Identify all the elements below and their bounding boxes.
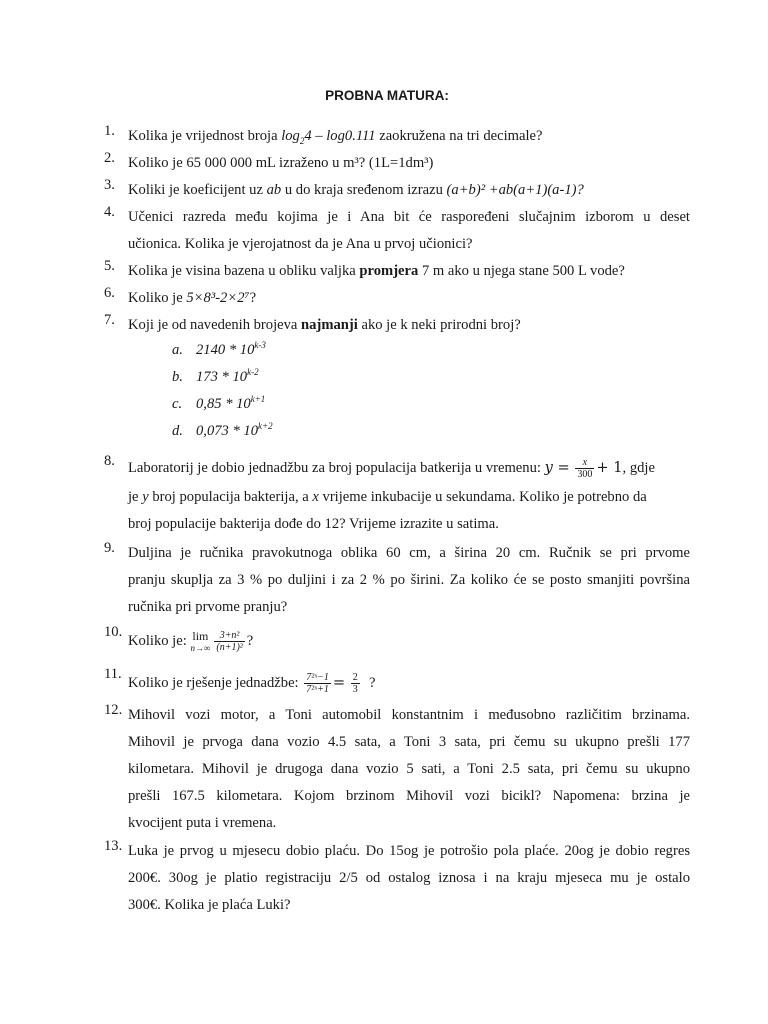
question-text: Duljina je ručnika pravokutnoga oblika 60 cm, a širina 20 cm. Ručnik se pri prvome pranju skuplja za 3 % po duljini i za 2 % po širini. Za koliko će se posto smanjiti površina ručnika pri prvome pranju? [128, 545, 690, 615]
question-number: 2. [104, 150, 115, 166]
question-number: 6. [104, 285, 115, 301]
question-text: Kolika je visina bazena u obliku valjka promjera 7 m ako u njega stane 500 L vode? [128, 263, 625, 279]
question-text: Koliko je rješenje jednadžbe: $\frac{\text{7²ˣ−1}}{\text{7²ˣ+1}}$ = $\frac{2}{3}$ ? [128, 672, 376, 696]
fraction: $\frac{\text{7²ˣ−1}}{\text{7²ˣ+1}}$ [306, 672, 329, 696]
question-text: Kolika je vrijednost broja $\log_24 - \log 0.111$ zaokružena na tri decimale? [128, 128, 543, 146]
question-text: Koliko je 5×8³-2×2⁷? [128, 290, 257, 306]
fraction: $\frac{x}{300}$ [577, 457, 593, 481]
limit-operator: lim n→∞ [190, 628, 211, 653]
page-title: PROBNA MATURA: [325, 88, 449, 103]
question-text: Koliko je 65 000 000 mL izraženo u m³? (1L=1dm³) [128, 155, 434, 171]
question-text: Učenici razreda među kojima je i Ana bit će raspoređeni slučajnim izborom u deset učionica. Kolika je vjerojatnost da je Ana u prvoj učionici? [128, 209, 690, 252]
question-number: 1. [104, 123, 115, 139]
question-number: 9. [104, 540, 115, 556]
question-number: 10. [104, 624, 123, 640]
question-number: 11. [104, 666, 122, 682]
option-a: a. 2140 * 10$^{k-3}$ [172, 340, 266, 358]
question-number: 12. [104, 702, 123, 718]
question-number: 13. [104, 838, 123, 854]
question-number: 4. [104, 204, 115, 220]
fraction: $\frac{\text{3+n²}}{\text{(n+1)²}}$ [216, 630, 243, 654]
question-text: Mihovil vozi motor, a Toni automobil konstantnim i međusobno različitim brzinama. Mihovil je prvoga dana vozio 4.5 sata, a Toni 3 sata, pri čemu su ukupno prešli 177 kilometara. Mihovil je drugoga dana vozio 5 sati, a Toni 2.5 sata, pri čemu su ukupno prešli 167.5 kilometara. Kojom brzinom Mihovil vozi bicikl? Napomena: brzina je kvocijent puta i vremena. [128, 707, 690, 831]
question-text: Koji je od navedenih brojeva najmanji ako je k neki prirodni broj? [128, 317, 521, 333]
option-c: c. $0,85 * 10^{k+1}$ [172, 394, 266, 412]
question-text: Luka je prvog u mjesecu dobio plaću. Do 15og je potrošio pola plaće. 20og je dobio regres 200€. 30og je platio registraciju 2/5 od ostalog iznosa i na kraju mjeseca mu je ostalo 300€. Kolika je plaća Luki? [128, 843, 690, 913]
question-number: 7. [104, 312, 115, 328]
option-d: d. $0,073 * 10^{k+2}$ [172, 421, 273, 439]
question-number: 3. [104, 177, 115, 193]
question-text: Koliko je: lim n→∞ $\frac{\text{3+n²}}{\text{(n+1)²}}$ ? [128, 628, 254, 654]
question-number: 5. [104, 258, 115, 274]
fraction: $\frac{2}{3}$ [352, 672, 358, 696]
question-text: Koliki je koeficijent uz ab u do kraja sređenom izrazu (a+b)² +ab(a+1)(a-1)? [128, 182, 584, 198]
option-b: b. 173 * 10$^{k-2}$ [172, 367, 259, 385]
question-number: 8. [104, 453, 115, 469]
question-text: Laboratorij je dobio jednadžbu za broj populacija batkerija u vremenu: y = $\frac{x}{300}$ + 1, gdje je y broj populacija bakterija, a x vrijeme inkubacije u sekundama. Koliko je potrebno da broj populacije bakterija dođe do 12? Vrijeme izrazite u satima. [128, 457, 655, 532]
